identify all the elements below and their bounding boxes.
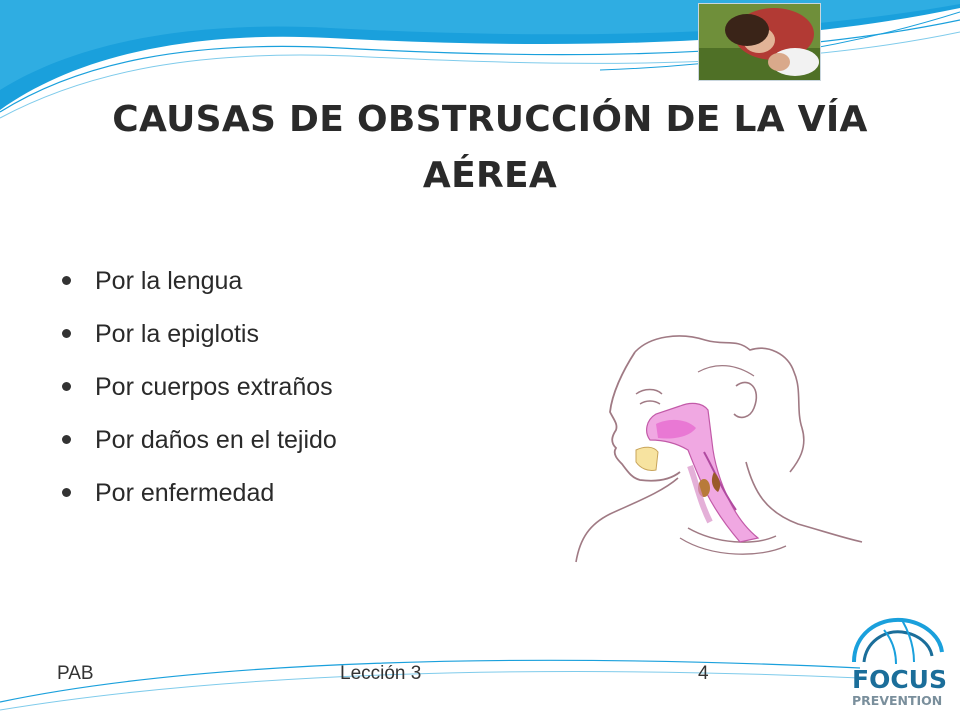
bullet-dot-icon — [62, 276, 71, 285]
bullet-item — [62, 255, 522, 308]
bullet-dot-icon — [62, 382, 71, 391]
slide-title: CAUSAS DE OBSTRUCCIÓN DE LA VÍA AÉREA — [112, 99, 868, 196]
bullet-dot-icon — [62, 329, 71, 338]
footer-page-number: 4 — [698, 663, 709, 684]
focus-prevention-logo — [840, 612, 950, 712]
bullet-text: Por enfermedad — [95, 479, 275, 507]
bullet-text: Por la lengua — [95, 267, 243, 295]
bullet-list — [62, 255, 522, 520]
footer-lesson: Lección 3 — [340, 663, 422, 684]
cpr-photo — [698, 3, 821, 81]
bullet-text: Por daños en el tejido — [95, 426, 337, 454]
logo-prevention-text: PREVENTION — [852, 693, 943, 708]
bullet-dot-icon — [62, 435, 71, 444]
bullet-text: Por la epiglotis — [95, 320, 259, 348]
logo-focus-text: FOCUS — [852, 665, 947, 694]
bullet-item — [62, 414, 522, 467]
bullet-text: Por cuerpos extraños — [95, 373, 333, 401]
bullet-item — [62, 467, 522, 520]
footer-course: PAB — [57, 663, 94, 684]
bottom-swoosh-decoration — [0, 620, 960, 720]
bullet-dot-icon — [62, 488, 71, 497]
bullet-item — [62, 361, 522, 414]
bullet-item — [62, 308, 522, 361]
airway-anatomy-illustration — [540, 332, 865, 577]
